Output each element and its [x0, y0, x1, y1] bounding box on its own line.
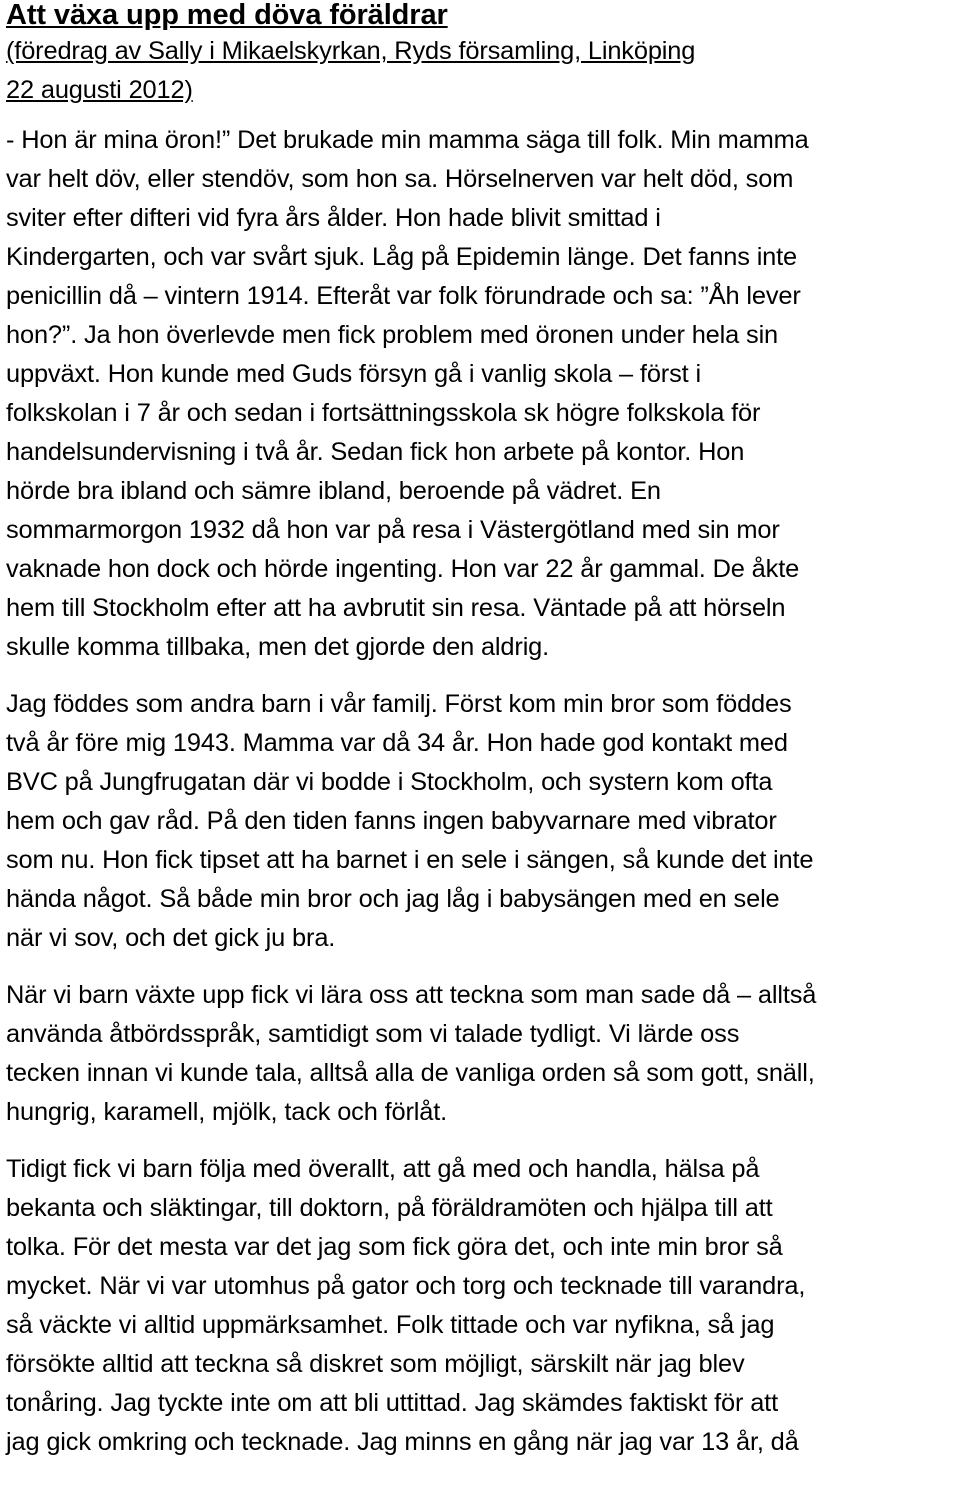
text-line: Jag föddes som andra barn i vår familj. Först kom min bror som föddes [6, 690, 792, 718]
document-title: Att växa upp med döva föräldrar [6, 0, 448, 31]
paragraph-4 [6, 1150, 958, 1462]
paragraph-2 [6, 685, 958, 958]
paragraph-3 [6, 976, 958, 1132]
text-line: hungrig, karamell, mjölk, tack och förlåt. [6, 1098, 448, 1126]
text-line: - Hon är mina öron!” Det brukade min mamma säga till folk. Min mamma [6, 126, 809, 154]
text-line: Kindergarten, och var svårt sjuk. Låg på Epidemin länge. Det fanns inte [6, 243, 798, 271]
text-line: hörde bra ibland och sämre ibland, beroende på vädret. En [6, 477, 661, 505]
text-line: hem till Stockholm efter att ha avbrutit sin resa. Väntade på att hörseln [6, 594, 786, 622]
text-line: Tidigt fick vi barn följa med överallt, att gå med och handla, hälsa på [6, 1155, 760, 1183]
document-page [6, 0, 958, 1462]
text-line: var helt döv, eller stendöv, som hon sa. Hörselnerven var helt död, som [6, 165, 794, 193]
text-line: hem och gav råd. På den tiden fanns ingen babyvarnare med vibrator [6, 807, 777, 835]
paragraph-1 [6, 121, 958, 667]
subtitle-line: 22 augusti 2012) [6, 76, 193, 104]
text-line: som nu. Hon fick tipset att ha barnet i en sele i sängen, så kunde det inte [6, 846, 814, 874]
text-line: jag gick omkring och tecknade. Jag minns en gång när jag var 13 år, då [6, 1428, 799, 1456]
text-line: hända något. Så både min bror och jag låg i babysängen med en sele [6, 885, 780, 913]
text-line: försökte alltid att teckna så diskret som möjligt, särskilt när jag blev [6, 1350, 745, 1378]
text-line: tolka. För det mesta var det jag som fick göra det, och inte min bror så [6, 1233, 783, 1261]
text-line: BVC på Jungfrugatan där vi bodde i Stockholm, och systern kom ofta [6, 768, 773, 796]
text-line: mycket. När vi var utomhus på gator och torg och tecknade till varandra, [6, 1272, 806, 1300]
text-line: När vi barn växte upp fick vi lära oss att teckna som man sade då – alltså [6, 981, 817, 1009]
text-line: sommarmorgon 1932 då hon var på resa i Västergötland med sin mor [6, 516, 780, 544]
text-line: vaknade hon dock och hörde ingenting. Hon var 22 år gammal. De åkte [6, 555, 800, 583]
text-line: bekanta och släktingar, till doktorn, på föräldramöten och hjälpa till att [6, 1194, 773, 1222]
text-line: när vi sov, och det gick ju bra. [6, 924, 336, 952]
subtitle-line: (föredrag av Sally i Mikaelskyrkan, Ryds församling, Linköping [6, 37, 696, 65]
text-line: uppväxt. Hon kunde med Guds försyn gå i vanlig skola – först i [6, 360, 701, 388]
text-line: folkskolan i 7 år och sedan i fortsättningsskola sk högre folkskola för [6, 399, 761, 427]
text-line: tonåring. Jag tyckte inte om att bli uttittad. Jag skämdes faktiskt för att [6, 1389, 778, 1417]
text-line: så väckte vi alltid uppmärksamhet. Folk tittade och var nyfikna, så jag [6, 1311, 775, 1339]
text-line: skulle komma tillbaka, men det gjorde den aldrig. [6, 633, 550, 661]
text-line: handelsundervisning i två år. Sedan fick hon arbete på kontor. Hon [6, 438, 745, 466]
text-line: använda åtbördsspråk, samtidigt som vi talade tydligt. Vi lärde oss [6, 1020, 740, 1048]
text-line: sviter efter difteri vid fyra års ålder. Hon hade blivit smittad i [6, 204, 661, 232]
text-line: penicillin då – vintern 1914. Efteråt var folk förundrade och sa: ”Åh lever [6, 282, 801, 310]
document-subtitle [6, 32, 958, 110]
text-line: hon?”. Ja hon överlevde men fick problem med öronen under hela sin [6, 321, 779, 349]
text-line: tecken innan vi kunde tala, alltså alla de vanliga orden så som gott, snäll, [6, 1059, 815, 1087]
text-line: två år före mig 1943. Mamma var då 34 år. Hon hade god kontakt med [6, 729, 788, 757]
